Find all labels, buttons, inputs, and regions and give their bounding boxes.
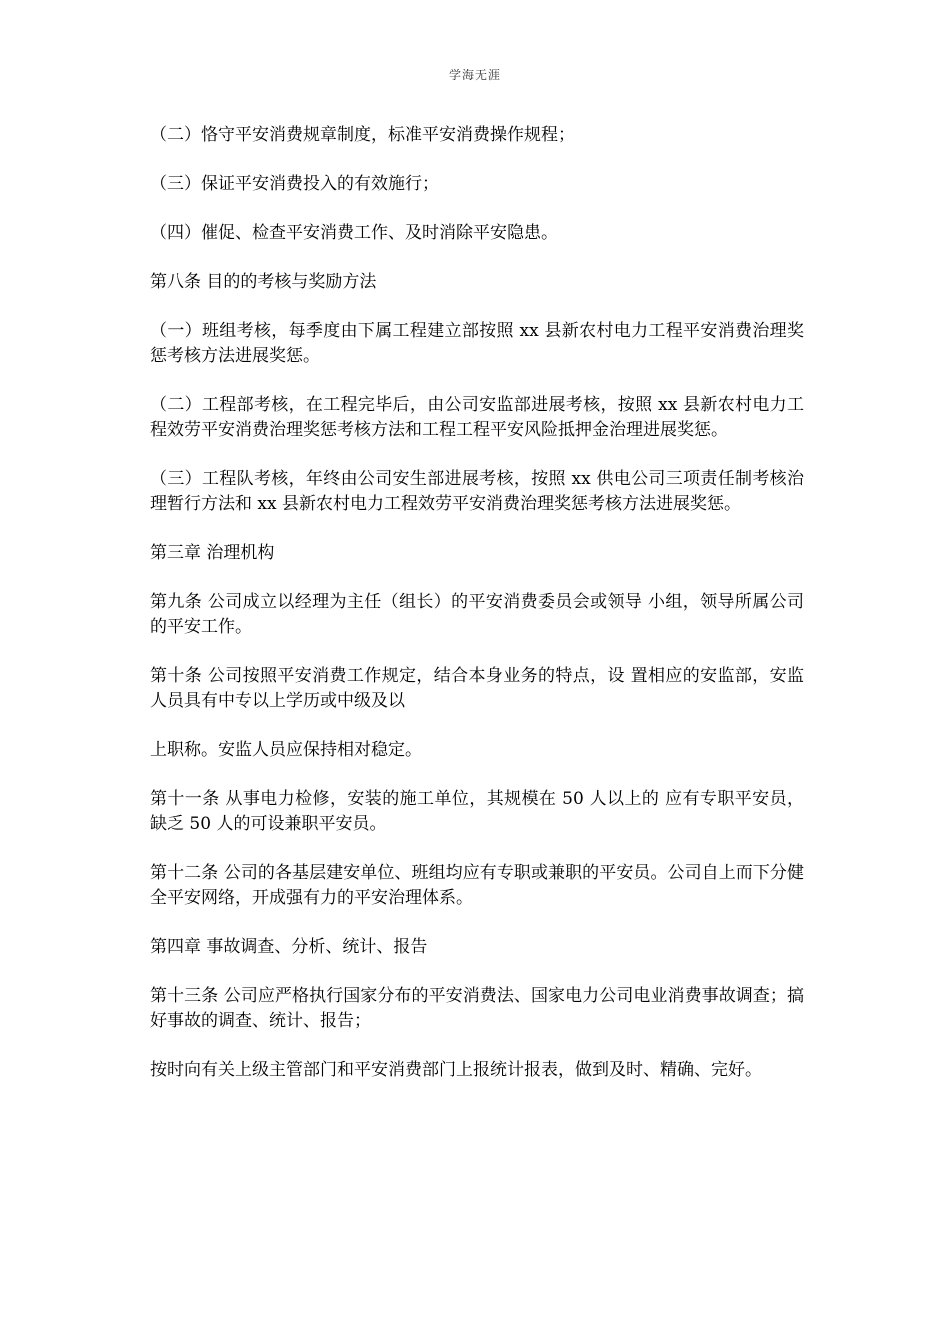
paragraph: 第十一条 从事电力检修，安装的施工单位，其规模在 50 人以上的 应有专职平安员，缺乏 50 人的可设兼职平安员。	[150, 789, 804, 834]
paragraph: （一）班组考核，每季度由下属工程建立部按照 xx 县新农村电力工程平安消费治理奖惩考核方法进展奖惩。	[150, 321, 804, 366]
paragraph: （二）工程部考核，在工程完毕后，由公司安监部进展考核，按照 xx 县新农村电力工程效劳平安消费治理奖惩考核方法和工程工程平安风险抵押金治理进展奖惩。	[150, 395, 804, 440]
document-body	[150, 123, 804, 1107]
section-heading: 第八条 目的的考核与奖励方法	[150, 272, 377, 292]
paragraph: 第九条 公司成立以经理为主任（组长）的平安消费委员会或领导 小组，领导所属公司的平安工作。	[150, 592, 804, 637]
paragraph: （三）工程队考核，年终由公司安生部进展考核，按照 xx 供电公司三项责任制考核治理暂行方法和 xx 县新农村电力工程效劳平安消费治理奖惩考核方法进展奖惩。	[150, 469, 804, 514]
paragraph: 第十三条 公司应严格执行国家分布的平安消费法、国家电力公司电业消费事故调查；搞好事故的调查、统计、报告；	[150, 986, 804, 1031]
chapter-heading: 第四章 事故调查、分析、统计、报告	[150, 937, 428, 957]
paragraph: 第十二条 公司的各基层建安单位、班组均应有专职或兼职的平安员。公司自上而下分健全平安网络，开成强有力的平安治理体系。	[150, 863, 804, 908]
paragraph: （四）催促、检查平安消费工作、及时消除平安隐患。	[150, 223, 558, 243]
chapter-heading: 第三章 治理机构	[150, 543, 275, 563]
paragraph: 上职称。安监人员应保持相对稳定。	[150, 740, 422, 760]
paragraph: （二）恪守平安消费规章制度，标准平安消费操作规程；	[150, 125, 575, 145]
paragraph: 第十条 公司按照平安消费工作规定，结合本身业务的特点，设 置相应的安监部，安监人员具有中专以上学历或中级及以	[150, 666, 804, 711]
paragraph: 按时向有关上级主管部门和平安消费部门上报统计报表，做到及时、精确、完好。	[150, 1060, 762, 1080]
paragraph: （三）保证平安消费投入的有效施行；	[150, 174, 439, 194]
page-header: 学海无涯	[448, 68, 501, 82]
